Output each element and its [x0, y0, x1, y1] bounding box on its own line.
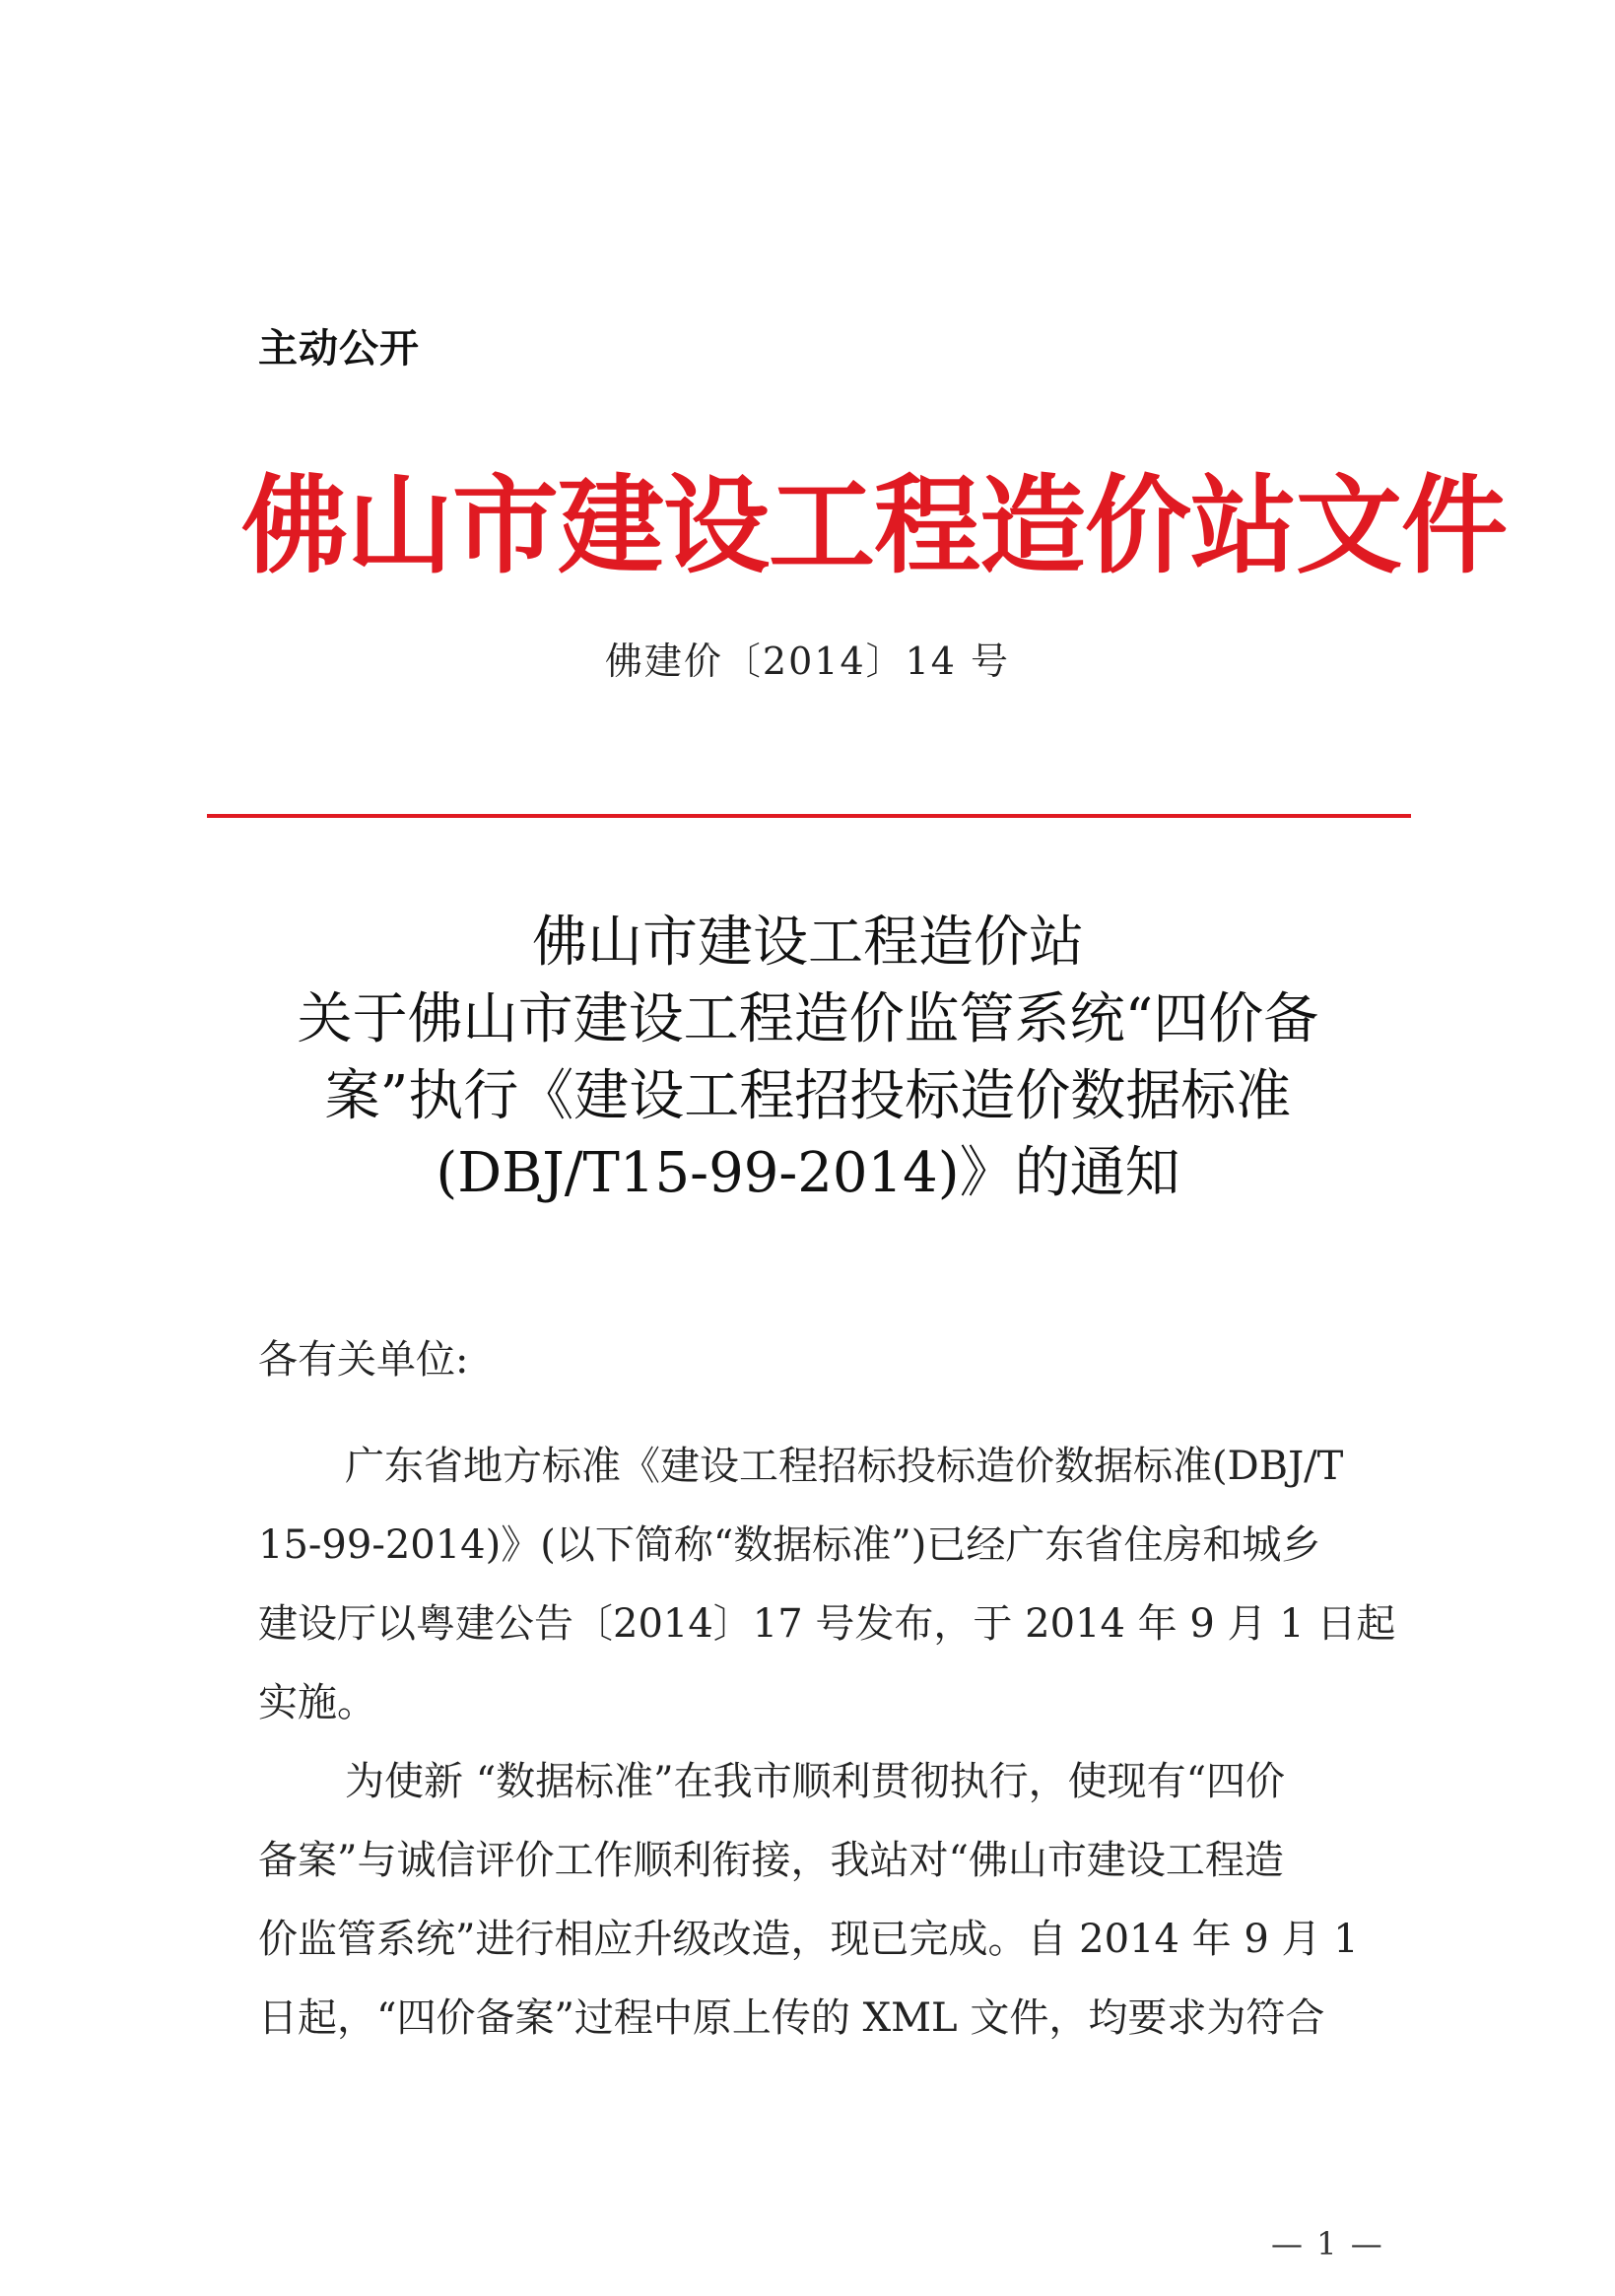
salutation: 各有关单位:: [258, 1337, 469, 1383]
disclosure-label: 主动公开: [258, 326, 420, 371]
title-line: 佛山市建设工程造价站: [532, 911, 1084, 975]
document-masthead: 佛山市建设工程造价站文件: [241, 465, 1508, 588]
notice-title: [197, 905, 1419, 1212]
document-number: 佛建价〔2014〕14 号: [604, 640, 1011, 683]
title-line: 案”执行《建设工程招投标造价数据标准: [324, 1064, 1292, 1128]
paragraph-line: 15-99-2014)》(以下简称“数据标准”)已经广东省住房和城乡: [258, 1522, 1321, 1568]
paragraph-line: 价监管系统”进行相应升级改造，现已完成。自 2014 年 9 月 1: [258, 1917, 1359, 1962]
red-divider-line: [207, 814, 1411, 818]
paragraph-line: 广东省地方标准《建设工程招标投标造价数据标准(DBJ/T: [345, 1444, 1344, 1489]
title-line: 关于佛山市建设工程造价监管系统“四价备: [297, 987, 1319, 1051]
page-number: — 1 —: [1271, 2225, 1384, 2262]
paragraph-line: 备案”与诚信评价工作顺利衔接，我站对“佛山市建设工程造: [258, 1838, 1284, 1883]
paragraph-line: 为使新 “数据标准”在我市顺利贯彻执行，使现有“四价: [345, 1759, 1286, 1804]
body-paragraph-1: [258, 1427, 1401, 1742]
paragraph-line: 日起，“四价备案”过程中原上传的 XML 文件，均要求为符合: [258, 1995, 1325, 2041]
body-paragraph-2: [258, 1742, 1401, 2058]
title-line: (DBJ/T15-99-2014)》的通知: [436, 1141, 1180, 1205]
paragraph-line: 建设厅以粤建公告〔2014〕17 号发布，于 2014 年 9 月 1 日起: [258, 1601, 1396, 1647]
paragraph-line: 实施。: [258, 1680, 376, 1725]
